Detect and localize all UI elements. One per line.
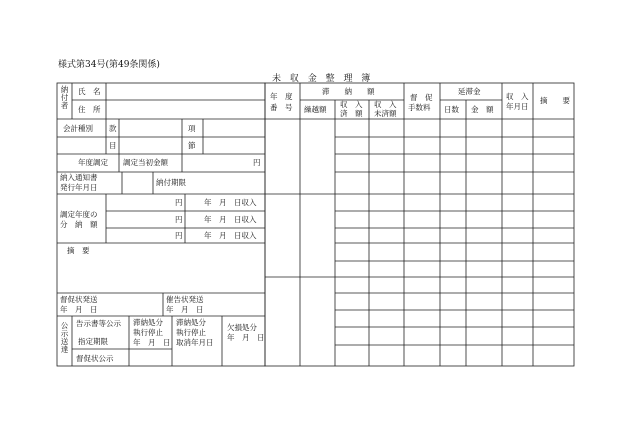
- loss-2: 年 月 日: [227, 333, 265, 342]
- year-label: 年 度: [270, 92, 293, 101]
- installment-yen-2: 円: [175, 215, 183, 224]
- receipt-label-2: 年月日: [506, 102, 529, 111]
- delinquency-stop-2: 執行停止: [133, 328, 163, 337]
- installment-date-1: 年 月 日収入: [204, 198, 257, 207]
- collected-label-2: 済 額: [340, 109, 363, 118]
- fee-label-2: 手数料: [408, 103, 431, 112]
- moku-label: 目: [109, 141, 117, 150]
- cancel-3: 取消年月日: [176, 338, 214, 347]
- delinquency-stop-1: 滞納処分: [133, 318, 163, 327]
- late-charge-label: 延滞金: [458, 87, 481, 96]
- demand-sent-label: 催告状発送: [166, 295, 204, 304]
- collected-label-1: 収 入: [340, 100, 363, 109]
- loss-1: 欠損処分: [227, 323, 257, 332]
- uncollected-label-2: 未済額: [374, 109, 397, 118]
- cancel-2: 執行停止: [176, 328, 206, 337]
- designated-deadline-label: 指定期限: [78, 337, 108, 346]
- reminder-sent-date: 年 月 日: [60, 305, 98, 314]
- payer-label: 納付者: [60, 85, 69, 110]
- document-title: 未 収 金 整 理 簿: [272, 74, 374, 84]
- demand-sent-date: 年 月 日: [166, 305, 204, 314]
- setsu-label: 節: [188, 141, 196, 150]
- account-type-label: 会計種別: [63, 124, 93, 133]
- due-date-label: 納付期限: [156, 178, 186, 187]
- days-label: 日数: [444, 105, 459, 114]
- initial-yen-label: 円: [253, 158, 261, 167]
- installment-date-2: 年 月 日収入: [204, 215, 257, 224]
- remarks-label: 摘 要: [67, 246, 90, 255]
- address-label: 住 所: [78, 105, 101, 114]
- reminder-publication-label: 督促状公示: [76, 354, 114, 363]
- public-notice-label: 公示送達: [60, 321, 69, 354]
- cancel-1: 滞納処分: [176, 318, 206, 327]
- fee-label-1: 督 促: [410, 93, 433, 102]
- number-label: 番 号: [270, 103, 293, 112]
- kou-label: 項: [188, 124, 196, 133]
- kan-label: 款: [109, 124, 117, 133]
- installment-date-3: 年 月 日収入: [204, 231, 257, 240]
- delinquency-stop-3: 年 月 日: [133, 338, 171, 347]
- amount-label: 金 額: [471, 105, 494, 114]
- issue-date-label: 発行年月日: [60, 183, 98, 192]
- notice-publication-label: 告示書等公示: [76, 319, 121, 328]
- reminder-sent-label: 督促状発送: [60, 295, 98, 304]
- installment-yen-3: 円: [175, 231, 183, 240]
- initial-assessment-label: 調定当初金額: [123, 158, 168, 167]
- installment-label-1: 調定年度の: [60, 210, 98, 219]
- summary-label: 摘 要: [540, 96, 570, 105]
- uncollected-label-1: 収 入: [374, 100, 397, 109]
- form-code: 様式第34号(第49条関係): [58, 60, 160, 70]
- fiscal-year-assessment-label: 年度調定: [78, 158, 108, 167]
- installment-label-2: 分 納 額: [60, 220, 98, 229]
- receipt-label-1: 収 入: [506, 92, 529, 101]
- carried-label: 繰越額: [304, 105, 327, 114]
- name-label: 氏 名: [78, 87, 101, 96]
- notice-label: 納入通知書: [60, 173, 98, 182]
- arrears-label: 滞 納 額: [322, 87, 375, 96]
- installment-yen-1: 円: [175, 198, 183, 207]
